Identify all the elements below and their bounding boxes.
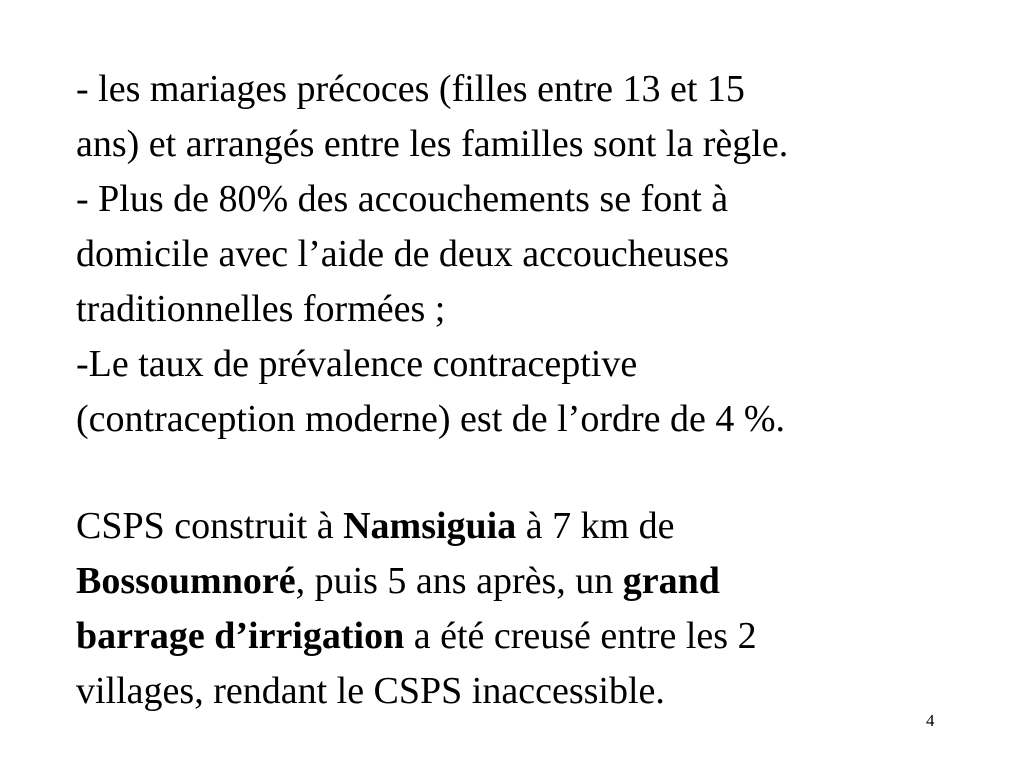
text-line	[76, 554, 976, 609]
text-run: a été creusé entre les 2	[404, 615, 757, 657]
text-run: , puis 5 ans après, un	[295, 560, 623, 602]
text-line: - les mariages précoces (filles entre 13 et 15	[76, 68, 745, 110]
emphasis-grand: grand	[622, 560, 720, 602]
paragraph-gap	[76, 447, 976, 499]
text-line: domicile avec l’aide de deux accoucheuses	[76, 233, 730, 275]
slide-body	[76, 62, 976, 719]
text-run: CSPS construit à	[76, 505, 344, 547]
page-number: 4	[926, 711, 935, 730]
text-run: à 7 km de	[516, 505, 675, 547]
text-line: (contraception moderne) est de l’ordre de 4 %.	[76, 398, 786, 440]
place-name-bossoumnore: Bossoumnoré	[76, 560, 296, 602]
text-line	[76, 499, 976, 554]
text-line	[76, 609, 976, 664]
text-line: - Plus de 80% des accouchements se font à	[76, 178, 729, 220]
text-line: -Le taux de prévalence contraceptive	[76, 343, 638, 385]
text-line: traditionnelles formées ;	[76, 288, 446, 330]
emphasis-barrage: barrage d’irrigation	[76, 615, 405, 657]
place-name-namsiguia: Namsiguia	[343, 505, 517, 547]
text-line: villages, rendant le CSPS inaccessible.	[76, 670, 665, 712]
text-line: ans) et arrangés entre les familles sont la règle.	[76, 123, 789, 165]
